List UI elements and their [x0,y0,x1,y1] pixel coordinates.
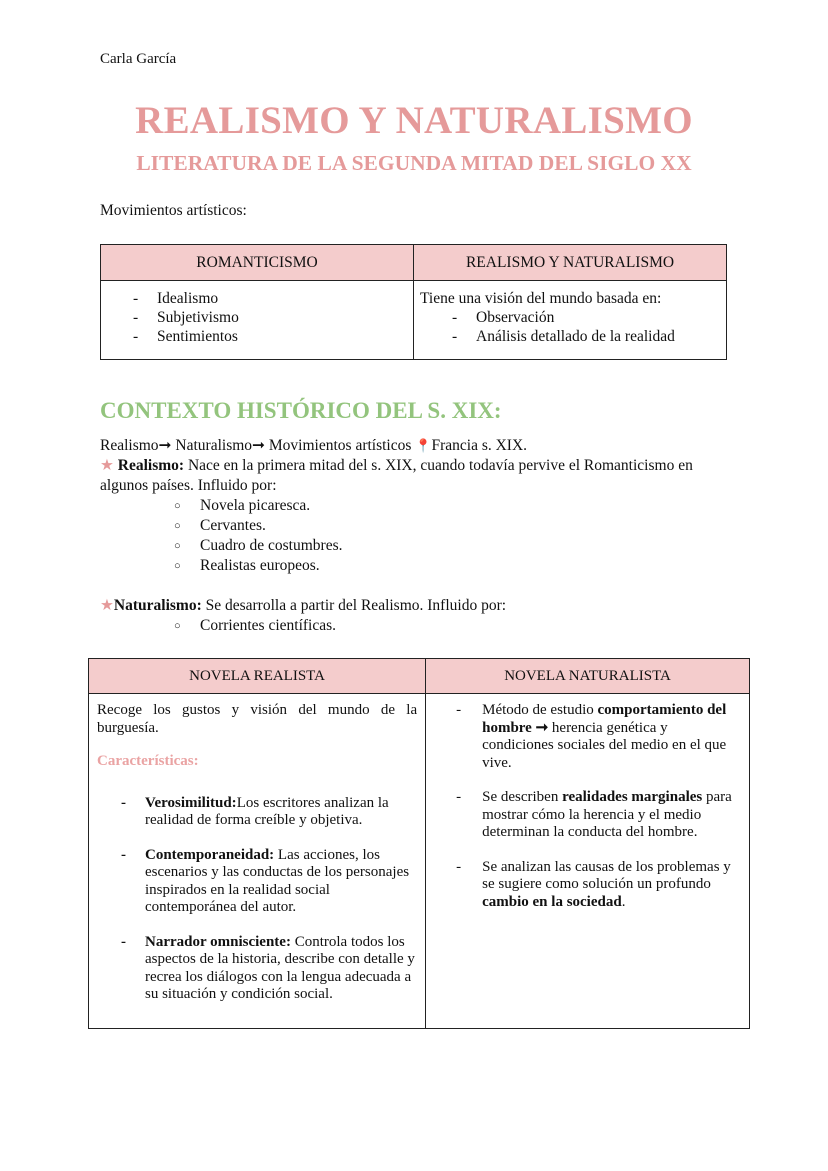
novela-naturalista-cell [426,694,750,1029]
list-item: ○ Cuadro de costumbres. [100,536,740,556]
context-section [100,436,740,636]
movements-table [100,244,727,360]
star-icon: ★ [100,457,114,474]
realismo-cell [414,281,727,360]
context-line: Realismo➞ Naturalismo➞ Movimientos artísticos 📍Francia s. XIX. [100,437,528,454]
list-item: - Sentimientos [107,327,407,346]
list-item: - Verosimilitud:Los escritores analizan la realidad de forma creíble y objetiva. [97,795,417,830]
context-heading: CONTEXTO HISTÓRICO DEL S. XIX: [100,398,502,423]
list-item: - Subjetivismo [107,308,407,327]
header-realismo-naturalismo: REALISMO Y NATURALISMO [414,245,727,281]
star-icon: ★ [100,597,114,614]
realista-intro: Recoge los gustos y visión del mundo de la burguesía. [97,702,418,736]
list-item: - Observación [426,308,720,327]
list-item: ○ Corrientes científicas. [100,616,740,636]
page-subtitle: LITERATURA DE LA SEGUNDA MITAD DEL SIGLO XX [136,151,692,175]
list-item: - Narrador omnisciente: Controla todos los aspectos de la historia, describe con detalle y recrea los diálogos con la lengua adecuada a su situación y condición social. [97,934,417,1004]
list-item: ○ Cervantes. [100,516,740,536]
list-item: ○ Novela picaresca. [100,496,740,516]
movimientos-label: Movimientos artísticos: [100,202,247,219]
list-item: ○ Realistas europeos. [100,556,740,576]
map-pin-icon: 📍 [415,438,432,453]
header-novela-realista: NOVELA REALISTA [89,659,426,694]
romanticismo-cell [101,281,414,360]
novel-comparison-table [88,658,750,1029]
header-novela-naturalista: NOVELA NATURALISTA [426,659,750,694]
list-item: - Se describen realidades marginales para mostrar cómo la herencia y el medio determinan la conducta del hombre. [434,789,741,842]
list-item: - Análisis detallado de la realidad [426,327,720,346]
caracteristicas-label: Características: [97,753,199,769]
realismo-intro: Tiene una visión del mundo basada en: [420,290,662,307]
realismo-paragraph: ★ Realismo: Nace en la primera mitad del s. XIX, cuando todavía pervive el Romanticismo en algunos países. Influido por: [100,457,693,494]
list-item: - Idealismo [107,289,407,308]
list-item: - Contemporaneidad: Las acciones, los escenarios y las conductas de los personajes inspirados en la realidad social contemporánea del autor. [97,847,417,917]
naturalismo-paragraph: ★Naturalismo: Se desarrolla a partir del Realismo. Influido por: [100,597,507,614]
author-name: Carla García [100,51,177,67]
list-item: - Se analizan las causas de los problemas y se sugiere como solución un profundo cambio en la sociedad. [434,859,741,912]
page-title: REALISMO Y NATURALISMO [135,99,693,142]
list-item: - Método de estudio comportamiento del hombre ➞ herencia genética y condiciones sociales del medio en el que vive. [434,702,741,772]
header-romanticismo: ROMANTICISMO [101,245,414,281]
novela-realista-cell [89,694,426,1029]
